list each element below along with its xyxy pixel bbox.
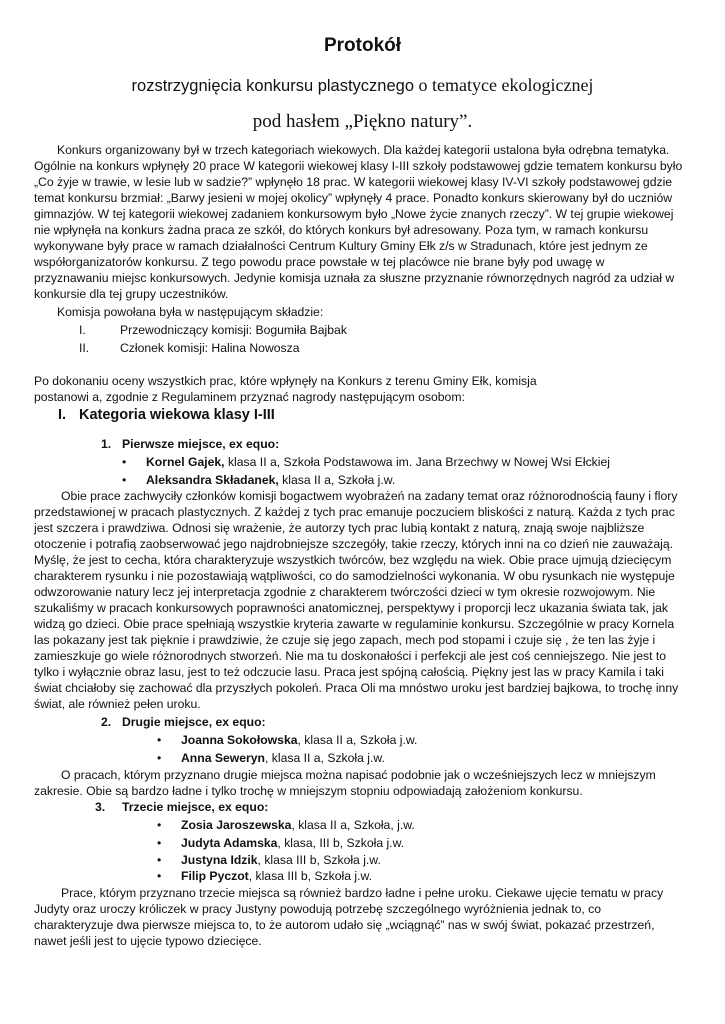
commission-member-number: II.	[79, 341, 90, 355]
commission-member: Przewodniczący komisji: Bogumiła Bajbak	[120, 323, 347, 337]
winner-info: , klasa II a, Szkoła j.w.	[265, 751, 385, 765]
winner-info: , klasa II a, Szkoła j.w.	[297, 733, 418, 747]
comment-line: tylko i wyłącznie obraz lasu, jest to też odczucie lasu. Praca jest spójną całością. Piękny jest las w pracy Kamila i taki	[34, 665, 664, 679]
category-number: I.	[58, 407, 67, 423]
subtitle-part1: rozstrzygnięcia konkursu plastycznego	[131, 77, 415, 95]
document-subtitle-line2: pod hasłem „Piękno natury”.	[252, 111, 473, 132]
commission-intro: Komisja powołana była w następującym składzie:	[57, 305, 324, 319]
comment-line: świat, ale również pełen uroku.	[34, 697, 201, 711]
comment-line: Prace, którym przyznano trzecie miejsca są również bardzo ładne i pełne uroku. Ciekawe ujęcie tematu w pracy	[61, 886, 664, 900]
commission-member-number: I.	[79, 323, 86, 337]
comment-line: Judyty oraz uroczy króliczek w pracy Justyny powodują potrzebę szczególnego wyróżnienia jednak to, co	[34, 902, 601, 916]
comment-line: zakresie. Obie są bardzo ładne i tylko trochę w mniejszym stopniu odpowiadają założeniom konkursu.	[34, 784, 583, 798]
winner-entry	[181, 732, 417, 748]
winner-name: Judyta Adamska	[181, 836, 278, 850]
winner-entry	[181, 835, 404, 851]
document-subtitle	[0, 74, 725, 97]
commission-member: Członek komisji: Halina Nowosza	[120, 341, 300, 355]
winner-entry	[181, 868, 372, 884]
comment-line: odwzorowanie natury lecz jej interpretacja zgodnie z charakterem twórczości dzieci w tym okresie rozwojowym. Nie	[34, 585, 656, 599]
subtitle-part2: o tematyce ekologicznej	[414, 75, 594, 95]
winner-name: Kornel Gajek,	[146, 455, 225, 469]
winner-entry	[181, 750, 385, 766]
winner-info: klasa II a, Szkoła Podstawowa im. Jana Brzechwy w Nowej Wsi Ełckiej	[224, 455, 610, 469]
intro-line: przyznawaniu miejsc konkursowych. Jedynie komisja uznała za słuszne przyznanie równorzędnych nagród za udział w	[34, 271, 675, 285]
intro-line: temat konkursu brzmiał: „Barwy jesieni w mojej okolicy” wpłynęły 4 prace. Ponadto konkurs skierowany był do uczniów	[34, 191, 673, 205]
intro-line: współorganizatorów konkursu. Z tego powodu prace powstałe w tej placówce nie brane były pod uwagę w	[34, 255, 605, 269]
winner-entry	[146, 454, 610, 470]
place-number: 2.	[101, 715, 112, 729]
winner-info: , klasa, III b, Szkoła j.w.	[277, 836, 405, 850]
winner-name: Justyna Idzik	[181, 853, 258, 867]
winner-entry	[181, 852, 381, 868]
winner-name: Filip Pyczot	[181, 869, 249, 883]
comment-line: widzą go dzieci. Obie prace spełniają wszystkie kryteria zawarte w regulaminie konkursu. Szczególnie w pracy Kornela	[34, 617, 675, 631]
comment-line: szukaliśmy w pracach konkursowych poprawności anatomicznej, perspektywy i proporcji lecz ukazania świata tak, jak	[34, 601, 669, 615]
intro-line: Ogólnie na konkurs wpłynęły 20 prace W kategorii wiekowej klasy I-III szkoły podstawowej gdzie tematem konkursu było	[34, 159, 683, 173]
place-number: 1.	[101, 437, 112, 451]
comment-line: jest szczera i prawdziwa. Odnosi się wrażenie, że autorzy tych prac lubią kontakt z naturą, znają swoje najbliższe	[34, 521, 645, 535]
decision-line: postanowi a, zgodnie z Regulaminem przyznać nagrody następującym osobom:	[34, 390, 465, 404]
comment-line: przedstawionej w pracach plastycznych. Z każdej z tych prac emanuje poczuciem bliskości z naturą. Każda z tych prac	[34, 505, 675, 519]
intro-line: konkursie dla tej grupy uczestników.	[34, 287, 229, 301]
comment-line: charakteryzuje dwa pierwsze miejsca to, to że autorom udało się „wciągnąć” nas w swój świat, pokazać przestrzeń,	[34, 918, 655, 932]
decision-line: Po dokonaniu oceny wszystkich prac, które wpłynęły na Konkurs z terenu Gminy Ełk, komisja	[34, 374, 537, 388]
intro-line: „Co żyje w trawie, w lesie lub w sadzie?” wpłynęło 18 prac. W kategorii wiekowej klasy IV-VI szkoły podstawowej gdzie	[34, 175, 673, 189]
winner-info: klasa II a, Szkoła j.w.	[278, 473, 396, 487]
intro-line: Konkurs organizowany był w trzech kategoriach wiekowych. Dla każdej kategorii ustalona była odrębna tematyka.	[57, 143, 670, 157]
comment-line: świat chciałoby się zachować dla przyszłych pokoleń. Praca Oli ma mnóstwo uroku jest bardziej bajkowa, to trochę inny	[34, 681, 679, 695]
comment-line: otoczenie i potrafią zaobserwować jego najdrobniejsze szczegóły, takie rzeczy, których inni na co dzień nie zauważają.	[34, 537, 674, 551]
document-title: Protokół	[323, 35, 402, 56]
intro-line: gimnazjów. W tej kategorii wiekowej zadaniem konkursowym było „Nowe życie znanych rzeczy”. W tej grupie wiekowej	[34, 207, 674, 221]
third-place-label: Trzecie miejsce, ex equo:	[122, 800, 269, 814]
intro-line: nie wpłynęła na konkurs żadna praca ze szkół, do których konkurs był adresowany. Poza tym, w ramach konkursu	[34, 223, 649, 237]
winner-info: , klasa II a, Szkoła, j.w.	[291, 818, 415, 832]
place-number: 3.	[95, 800, 106, 814]
intro-line: wykonywane były prace w ramach działalności Centrum Kultury Gminy Ełk z/s w Stradunach, które jest jednym ze	[34, 239, 648, 253]
comment-line: Myślę, że jest to cecha, która charakteryzuje wszystkich twórców, bez względu na wiek. Obie prace ujmują dziecięcym	[34, 553, 672, 567]
winner-name: Joanna Sokołowska	[181, 733, 298, 747]
winner-entry	[181, 817, 415, 833]
winner-info: , klasa III b, Szkoła j.w.	[248, 869, 372, 883]
comment-line: zamieszkuje go wiele różnorodnych stworzeń. Nie ma tu doskonałości i perfekcji ale jest coś cenniejszego. Nie jest to	[34, 649, 667, 663]
second-place-label: Drugie miejsce, ex equo:	[122, 715, 266, 729]
winner-info: , klasa III b, Szkoła j.w.	[257, 853, 381, 867]
first-place-label: Pierwsze miejsce, ex equo:	[122, 437, 280, 451]
comment-line: nawet jeśli jest to ujęcie typowo dziecięce.	[34, 934, 262, 948]
comment-line: charakterem rysunku i nie pozostawiają wątpliwości, co do samodzielności wykonania. W obu rysunkach nie występuje	[34, 569, 675, 583]
winner-name: Aleksandra Składanek,	[146, 473, 279, 487]
comment-line: Obie prace zachwyciły członków komisji bogactwem wyobrażeń na zadany temat oraz różnorodnością fauny i flory	[61, 489, 678, 503]
category-heading: Kategoria wiekowa klasy I-III	[79, 407, 275, 423]
winner-entry	[146, 472, 395, 488]
comment-line: O pracach, którym przyznano drugie miejsca można napisać podobnie jak o wcześniejszych lecz w mniejszym	[61, 768, 656, 782]
winner-name: Zosia Jaroszewska	[181, 818, 292, 832]
winner-name: Anna Seweryn	[181, 751, 265, 765]
comment-line: las pokazany jest tak pięknie i prawdziwie, że czuje się jego zapach, mech pod stopami i czuje się , że ten las żyje i	[34, 633, 656, 647]
